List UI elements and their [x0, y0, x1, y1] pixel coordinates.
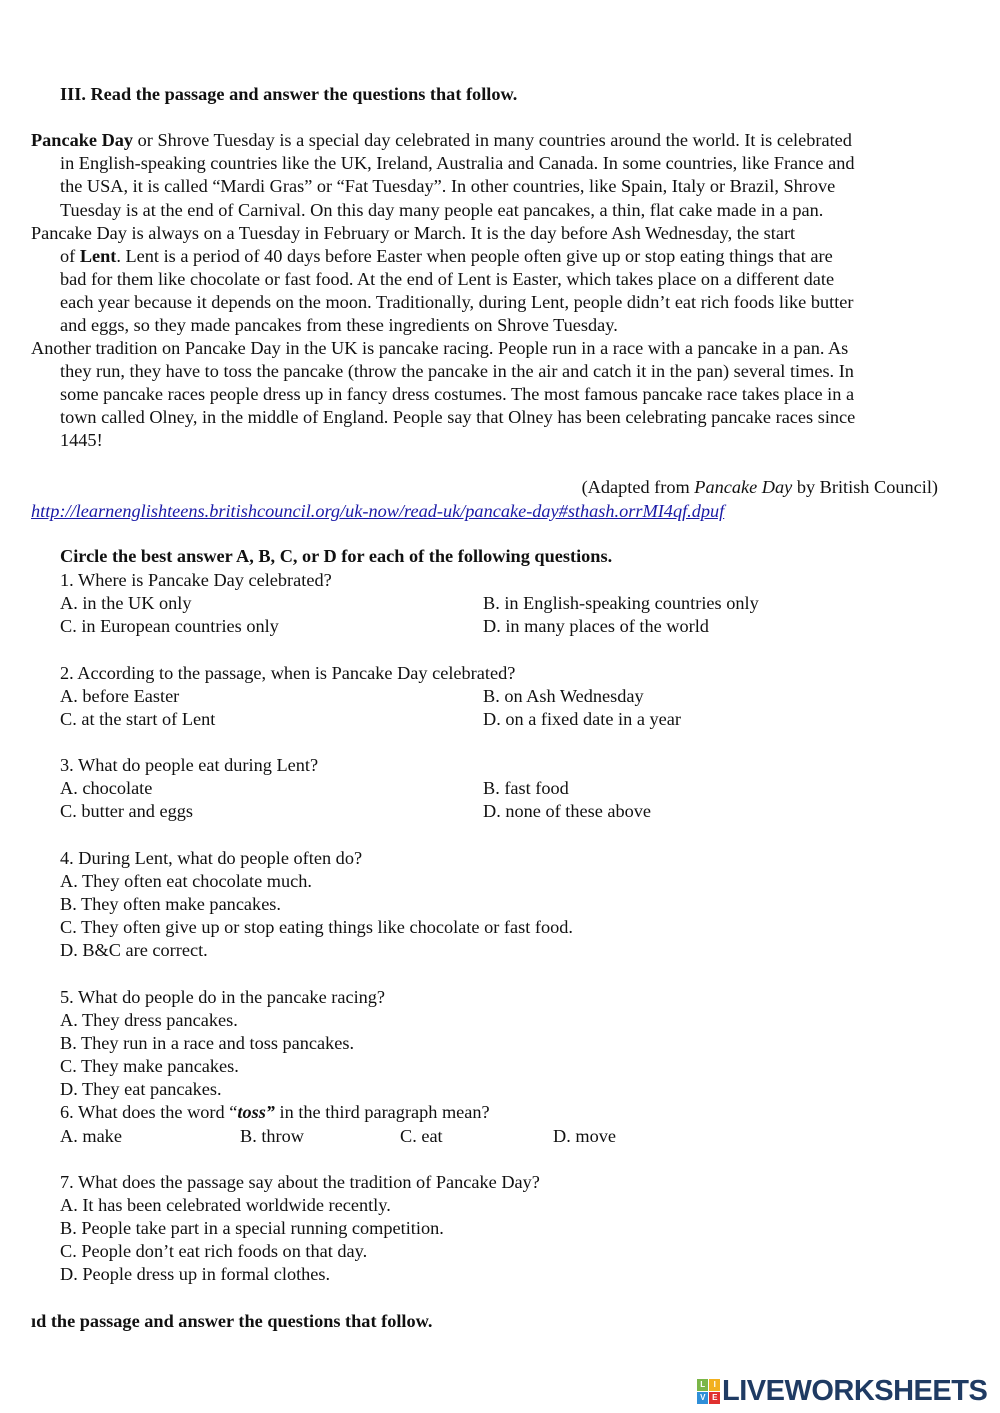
passage-line: [31, 222, 795, 244]
passage-text: Another tradition on Pancake Day in the UK is pancake racing. People run in a race with a pancake in a pan. As: [31, 338, 849, 358]
passage-line: [60, 199, 823, 221]
answer-option: C. butter and eggs: [60, 801, 194, 821]
answer-option: B. on Ash Wednesday: [483, 686, 644, 706]
answer-option: D. none of these above: [483, 801, 652, 821]
logo-tile: L: [697, 1379, 708, 1391]
answer-option: A. They often eat chocolate much.: [60, 871, 312, 891]
answer-option: B. People take part in a special running competition.: [60, 1218, 444, 1238]
question-7: [60, 1171, 540, 1193]
passage-bold-term: Lent: [79, 246, 117, 266]
passage-line: [60, 360, 854, 382]
question-1: [60, 569, 332, 591]
question-text: 4. During Lent, what do people often do?: [60, 848, 363, 868]
answer-option: B. in English-speaking countries only: [483, 593, 759, 613]
passage-text: each year because it depends on the moon. Traditionally, during Lent, people didn’t eat rich foods like butter: [60, 292, 854, 312]
passage-text: they run, they have to toss the pancake (throw the pancake in the air and catch it in the pan) several times. In: [60, 361, 854, 381]
answer-option: C. at the start of Lent: [60, 709, 216, 729]
passage-line: [60, 268, 834, 290]
question-text: 7. What does the passage say about the tradition of Pancake Day?: [60, 1172, 540, 1192]
passage-text: 1445!: [60, 430, 103, 450]
section-heading: III. Read the passage and answer the questions that follow.: [60, 84, 518, 104]
answer-option: D. on a fixed date in a year: [483, 709, 681, 729]
passage-line: [60, 429, 103, 451]
passage-text: in English-speaking countries like the UK, Ireland, Australia and Canada. In some countries, like France and: [60, 153, 855, 173]
passage-text: bad for them like chocolate or fast food. At the end of Lent is Easter, which takes place on a different date: [60, 269, 835, 289]
question-keyword: toss”: [237, 1102, 275, 1122]
answer-option: B. throw: [240, 1126, 304, 1146]
question-text: 1. Where is Pancake Day celebrated?: [60, 570, 332, 590]
answer-option: C. They make pancakes.: [60, 1056, 239, 1076]
question-4: [60, 847, 362, 869]
passage-text: some pancake races people dress up in fancy dress costumes. The most famous pancake race takes place in a: [60, 384, 855, 404]
answer-option: A. It has been celebrated worldwide recently.: [60, 1195, 391, 1215]
answer-option: D. in many places of the world: [483, 616, 709, 636]
answer-option: C. They often give up or stop eating things like chocolate or fast food.: [60, 917, 573, 937]
liveworksheets-logo: [697, 1375, 987, 1408]
answer-option: A. chocolate: [60, 778, 153, 798]
answer-option: D. People dress up in formal clothes.: [60, 1264, 331, 1284]
question-6: [60, 1101, 490, 1123]
answer-option: B. They often make pancakes.: [60, 894, 281, 914]
passage-line: [60, 245, 833, 267]
citation-title: Pancake Day: [694, 477, 793, 497]
logo-tile: I: [709, 1379, 720, 1391]
question-text: 5. What do people do in the pancake racing?: [60, 987, 386, 1007]
passage-line: [60, 314, 618, 336]
question-3: [60, 754, 318, 776]
passage-text: of: [60, 246, 80, 266]
citation-text: (Adapted from: [581, 477, 695, 497]
answer-option: C. in European countries only: [60, 616, 279, 636]
question-text: 3. What do people eat during Lent?: [60, 755, 319, 775]
logo-text: LIVEWORKSHEETS: [722, 1375, 988, 1407]
passage-bold-term: Pancake Day: [31, 130, 134, 150]
logo-tile: E: [709, 1392, 720, 1404]
answer-option: C. eat: [400, 1126, 443, 1146]
answer-option: A. They dress pancakes.: [60, 1010, 238, 1030]
passage-text: Pancake Day is always on a Tuesday in February or March. It is the day before Ash Wednesday, the start: [31, 223, 796, 243]
passage-line: [60, 152, 855, 174]
question-text: 2. According to the passage, when is Pancake Day celebrated?: [60, 663, 516, 683]
passage-text: and eggs, so they made pancakes from these ingredients on Shrove Tuesday.: [60, 315, 618, 335]
passage-line: [31, 337, 848, 359]
passage-line: [60, 406, 855, 428]
logo-tile: V: [697, 1392, 708, 1404]
answer-option: B. fast food: [483, 778, 569, 798]
answer-option: A. make: [60, 1126, 122, 1146]
passage-text: the USA, it is called “Mardi Gras” or “Fat Tuesday”. In other countries, like Spain, Italy or Brazil, Shrove: [60, 176, 836, 196]
source-url: [31, 500, 724, 522]
answer-option: D. B&C are correct.: [60, 940, 208, 960]
passage-text: . Lent is a period of 40 days before Easter when people often give up or stop eating things that are: [116, 246, 833, 266]
next-section-heading: ıd the passage and answer the questions that follow.: [31, 1311, 433, 1331]
source-citation: [582, 476, 938, 498]
source-link[interactable]: http://learnenglishteens.britishcouncil.org/uk-now/read-uk/pancake-day#sthash.orrMI4qf.dpuf: [31, 501, 725, 521]
passage-text: or Shrove Tuesday is a special day celebrated in many countries around the world. It is celebrated: [133, 130, 852, 150]
passage-line: [60, 291, 854, 313]
question-text: in the third paragraph mean?: [274, 1102, 490, 1122]
answer-option: A. before Easter: [60, 686, 180, 706]
passage-line: [60, 383, 854, 405]
answer-option: D. move: [553, 1126, 616, 1146]
question-text: 6. What does the word “: [60, 1102, 238, 1122]
answer-option: B. They run in a race and toss pancakes.: [60, 1033, 355, 1053]
logo-tiles-icon: [697, 1379, 720, 1404]
instructions: Circle the best answer A, B, C, or D for each of the following questions.: [60, 546, 613, 566]
question-2: [60, 662, 515, 684]
answer-option: C. People don’t eat rich foods on that day.: [60, 1241, 368, 1261]
passage-line: [31, 129, 852, 151]
passage-line: [60, 175, 835, 197]
citation-text: by British Council): [792, 477, 938, 497]
answer-option: D. They eat pancakes.: [60, 1079, 222, 1099]
answer-option: A. in the UK only: [60, 593, 192, 613]
question-5: [60, 986, 385, 1008]
passage-text: town called Olney, in the middle of England. People say that Olney has been celebrating pancake races since: [60, 407, 856, 427]
passage-text: Tuesday is at the end of Carnival. On this day many people eat pancakes, a thin, flat cake made in a pan.: [60, 200, 824, 220]
